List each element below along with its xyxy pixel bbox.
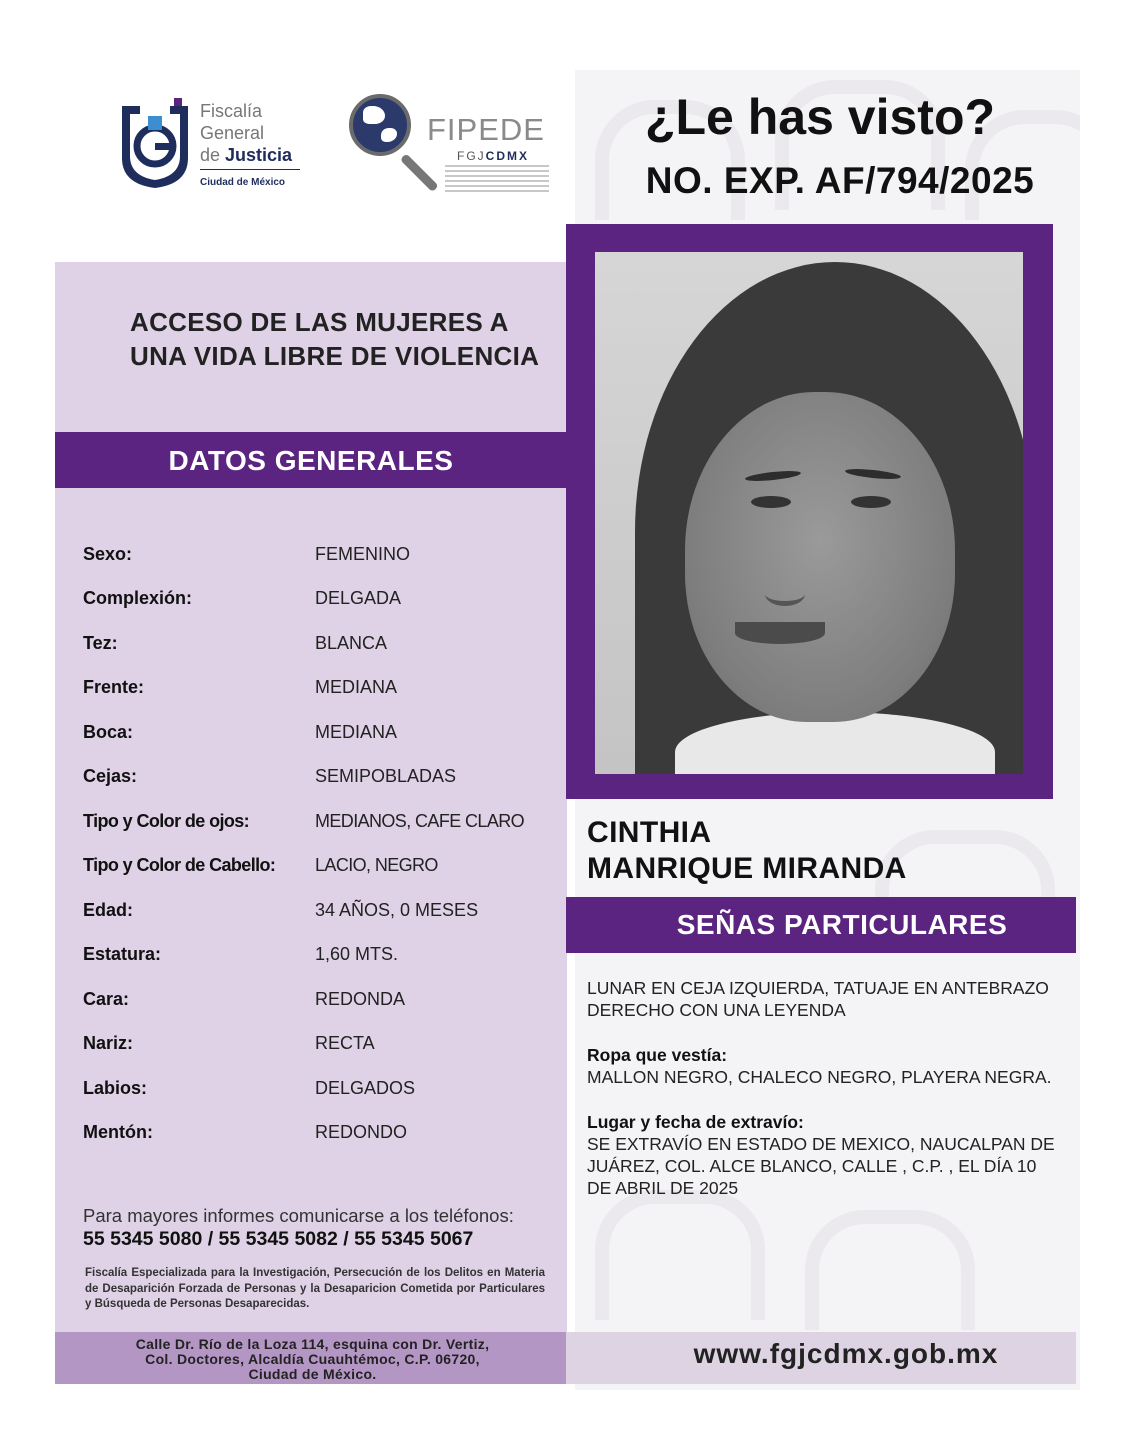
field-row: Mentón: REDONDO [83,1122,408,1143]
clothing-value: MALLON NEGRO, CHALECO NEGRO, PLAYERA NEGRA. [587,1067,1052,1087]
field-row: Tez: BLANCA [83,632,388,653]
person-name: CINTHIA MANRIQUE MIRANDA [587,816,907,885]
clothing-label: Ropa que vestía: [587,1045,728,1065]
field-row: Edad: 34 AÑOS, 0 MESES [83,899,479,920]
field-row: Nariz: RECTA [83,1033,375,1054]
field-row: Frente: MEDIANA [83,677,398,698]
field-row: Cejas: SEMIPOBLADAS [83,766,457,787]
headline: ¿Le has visto? [644,89,996,145]
phone-numbers[interactable]: 55 5345 5080 / 55 5345 5082 / 55 5345 5067 [83,1228,474,1250]
case-number: NO. EXP. AF/794/2025 [645,160,1035,201]
address: Calle Dr. Río de la Loza 114, esquina con Dr. Vertiz, Col. Doctores, Alcaldía Cuauhtémoc, C.P. 06720, Ciudad de México. [135,1336,490,1382]
distinguishing-marks: LUNAR EN CEJA IZQUIERDA, TATUAJE EN ANTEBRAZO DERECHO CON UNA LEYENDA [587,978,1049,1020]
field-row: Cara: REDONDA [83,988,406,1009]
person-photo [595,252,1023,774]
general-data-list [83,532,553,1155]
place-date-value: SE EXTRAVÍO EN ESTADO DE MEXICO, NAUCALPAN DE JUÁREZ, COL. ALCE BLANCO, CALLE , C.P. , EL DÍA 10 DE ABRIL DE 2025 [587,1134,1055,1198]
senas-particulares-header: SEÑAS PARTICULARES [566,897,1076,953]
field-row: Estatura: 1,60 MTS. [83,944,399,965]
fiscalia-note: Fiscalía Especializada para la Investigación, Persecución de los Delitos en Materia de Desaparición Forzada de Personas y la Desaparicion Cometida por Particulares y Búsqueda de Personas Desaparecidas. [85,1267,545,1310]
place-date-label: Lugar y fecha de extravío: [587,1112,804,1132]
datos-generales-header: DATOS GENERALES [55,432,567,488]
fipede-logo: FIPEDE FGJCDMX [345,92,560,204]
field-row: Labios: DELGADOS [83,1077,416,1098]
globe-magnifier-icon [349,94,411,156]
field-row: Complexión: DELGADA [83,588,402,609]
fipede-fine-print [445,165,549,195]
fgj-shield-icon [118,96,192,188]
website-link[interactable]: www.fgjcdmx.gob.mx [693,1338,999,1369]
field-row: Tipo y Color de Cabello: LACIO, NEGRO [83,855,438,876]
contact-intro: Para mayores informes comunicarse a los teléfonos: [83,1205,514,1226]
fgj-logo-text: Fiscalía General de Justicia Ciudad de México [200,100,300,194]
field-row: Boca: MEDIANA [83,721,398,742]
fgj-logo [118,92,318,196]
field-row: Tipo y Color de ojos: MEDIANOS, CAFE CLARO [83,810,525,831]
program-title: ACCESO DE LAS MUJERES A UNA VIDA LIBRE DE VIOLENCIA [130,307,540,371]
field-row: Sexo: FEMENINO [83,543,411,564]
